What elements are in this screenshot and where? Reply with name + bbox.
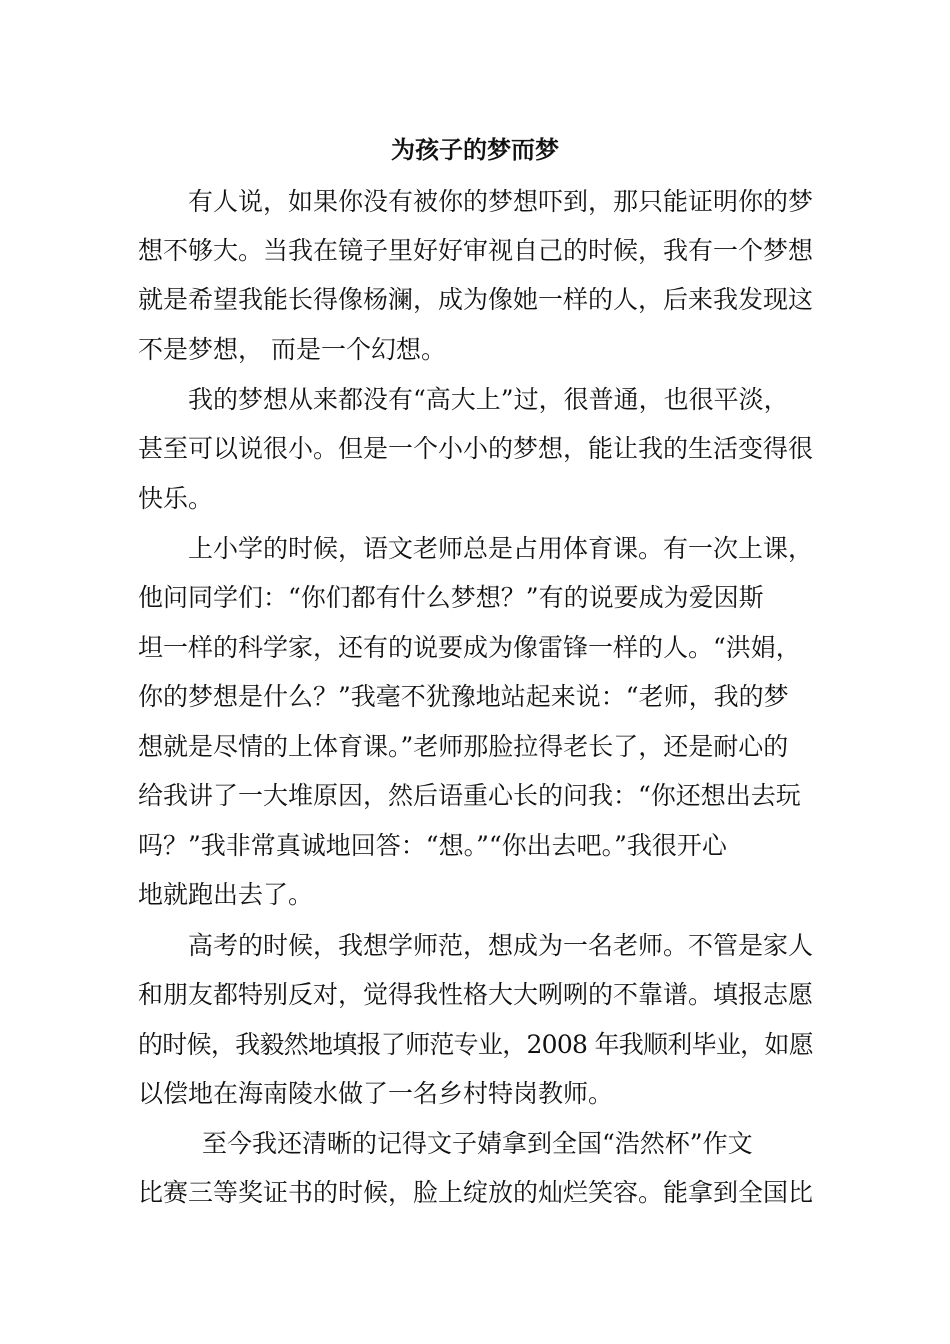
paragraph-line: 坦一样的科学家，还有的说要成为像雷锋一样的人。“洪娟， <box>138 633 801 662</box>
paragraph-line: 不是梦想， 而是一个幻想。 <box>138 335 446 364</box>
paragraph-line: 的时候，我毅然地填报了师范专业，2008 年我顺利毕业，如愿 <box>138 1030 813 1059</box>
paragraph-line: 地就跑出去了。 <box>138 880 314 909</box>
paragraph-line: 他问同学们：“你们都有什么梦想？”有的说要成为爱因斯 <box>138 583 764 612</box>
paragraph-line: 想不够大。当我在镜子里好好审视自己的时候，我有一个梦想 <box>138 236 814 265</box>
paragraph-line: 有人说，如果你没有被你的梦想吓到，那只能证明你的梦 <box>188 187 814 216</box>
paragraph-line: 吗？”我非常真诚地回答：“想。”“你出去吧。”我很开心 <box>138 831 727 860</box>
paragraph-line: 和朋友都特别反对，觉得我性格大大咧咧的不靠谱。填报志愿 <box>138 980 814 1009</box>
paragraph-line: 至今我还清晰的记得文子婧拿到全国“浩然杯”作文 <box>202 1129 753 1158</box>
paragraph-line: 以偿地在海南陵水做了一名乡村特岗教师。 <box>138 1079 614 1108</box>
paragraph-line: 比赛三等奖证书的时候，脸上绽放的灿烂笑容。能拿到全国比 <box>138 1178 814 1207</box>
paragraph-line: 你的梦想是什么？”我毫不犹豫地站起来说：“老师，我的梦 <box>138 682 789 711</box>
document-title: 为孩子的梦而梦 <box>391 136 559 164</box>
paragraph-line: 上小学的时候，语文老师总是占用体育课。有一次上课， <box>188 534 814 563</box>
paragraph-line: 我的梦想从来都没有“高大上”过，很普通，也很平淡， <box>188 385 789 414</box>
paragraph-line: 就是希望我能长得像杨澜，成为像她一样的人，后来我发现这 <box>138 285 814 314</box>
paragraph-line: 高考的时候，我想学师范，想成为一名老师。不管是家人 <box>188 931 814 960</box>
paragraph-line: 快乐。 <box>138 484 214 513</box>
paragraph-line: 给我讲了一大堆原因，然后语重心长的问我：“你还想出去玩 <box>138 781 801 810</box>
paragraph-line: 想就是尽情的上体育课。”老师那脸拉得老长了，还是耐心的 <box>138 732 789 761</box>
paragraph-line: 甚至可以说很小。但是一个小小的梦想，能让我的生活变得很 <box>138 434 814 463</box>
